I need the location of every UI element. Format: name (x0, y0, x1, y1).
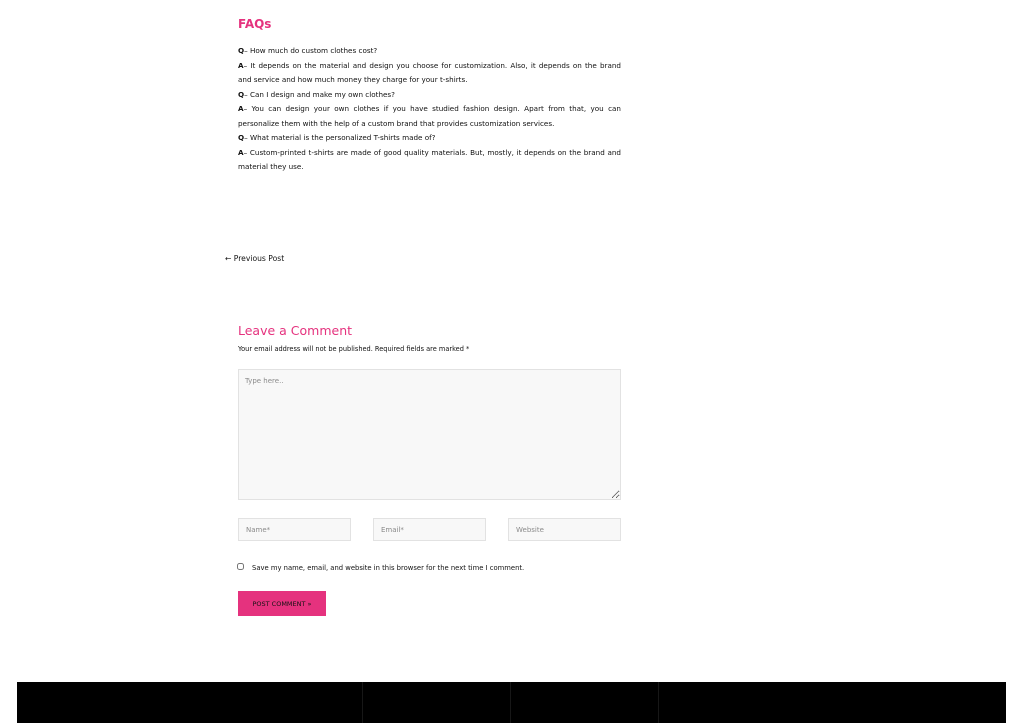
faq-question (238, 44, 621, 59)
faq-question (238, 88, 621, 103)
question-text: – What material is the personalized T-shirts made of? (244, 133, 436, 142)
name-field[interactable] (238, 518, 351, 541)
question-text: – How much do custom clothes cost? (244, 46, 378, 55)
faq-answer (238, 59, 621, 88)
answer-text: – Custom-printed t-shirts are made of good quality materials. But, mostly, it depends on the brand and material they use. (238, 147, 621, 171)
comment-textarea[interactable] (238, 369, 621, 500)
footer-column (511, 682, 659, 723)
faq-answer (238, 146, 621, 175)
question-text: – Can I design and make my own clothes? (244, 89, 395, 99)
answer-marker: A (238, 147, 244, 157)
comment-notes: Your email address will not be published. Required fields are marked * (238, 345, 470, 353)
website-field[interactable] (508, 518, 621, 541)
answer-text: – You can design your own clothes if you have studied fashion design. Apart from that, you can personalize them with the help of a custom brand that provides customization services. (238, 104, 621, 128)
answer-marker: A (238, 104, 244, 113)
question-marker: Q (238, 89, 245, 99)
question-marker: Q (238, 133, 245, 142)
answer-text: – It depends on the material and design you choose for customization. Also, it depends on the brand and service and how much money they charge for your t-shirts. (238, 60, 621, 84)
site-footer (17, 682, 1006, 723)
faq-title: FAQs (238, 17, 272, 31)
post-comment-button[interactable]: POST COMMENT » (238, 591, 326, 616)
email-field[interactable] (373, 518, 486, 541)
previous-post-link[interactable]: ← Previous Post (225, 254, 285, 263)
footer-column (17, 682, 363, 723)
save-info-checkbox[interactable] (237, 563, 244, 570)
faq-list (238, 44, 621, 175)
question-marker: Q (238, 46, 245, 55)
faq-answer (238, 102, 621, 131)
save-info-label: Save my name, email, and website in this browser for the next time I comment. (252, 564, 525, 572)
faq-question (238, 131, 621, 146)
footer-column (363, 682, 511, 723)
comment-form-title: Leave a Comment (238, 323, 353, 338)
answer-marker: A (238, 60, 244, 70)
footer-column (659, 682, 1006, 723)
